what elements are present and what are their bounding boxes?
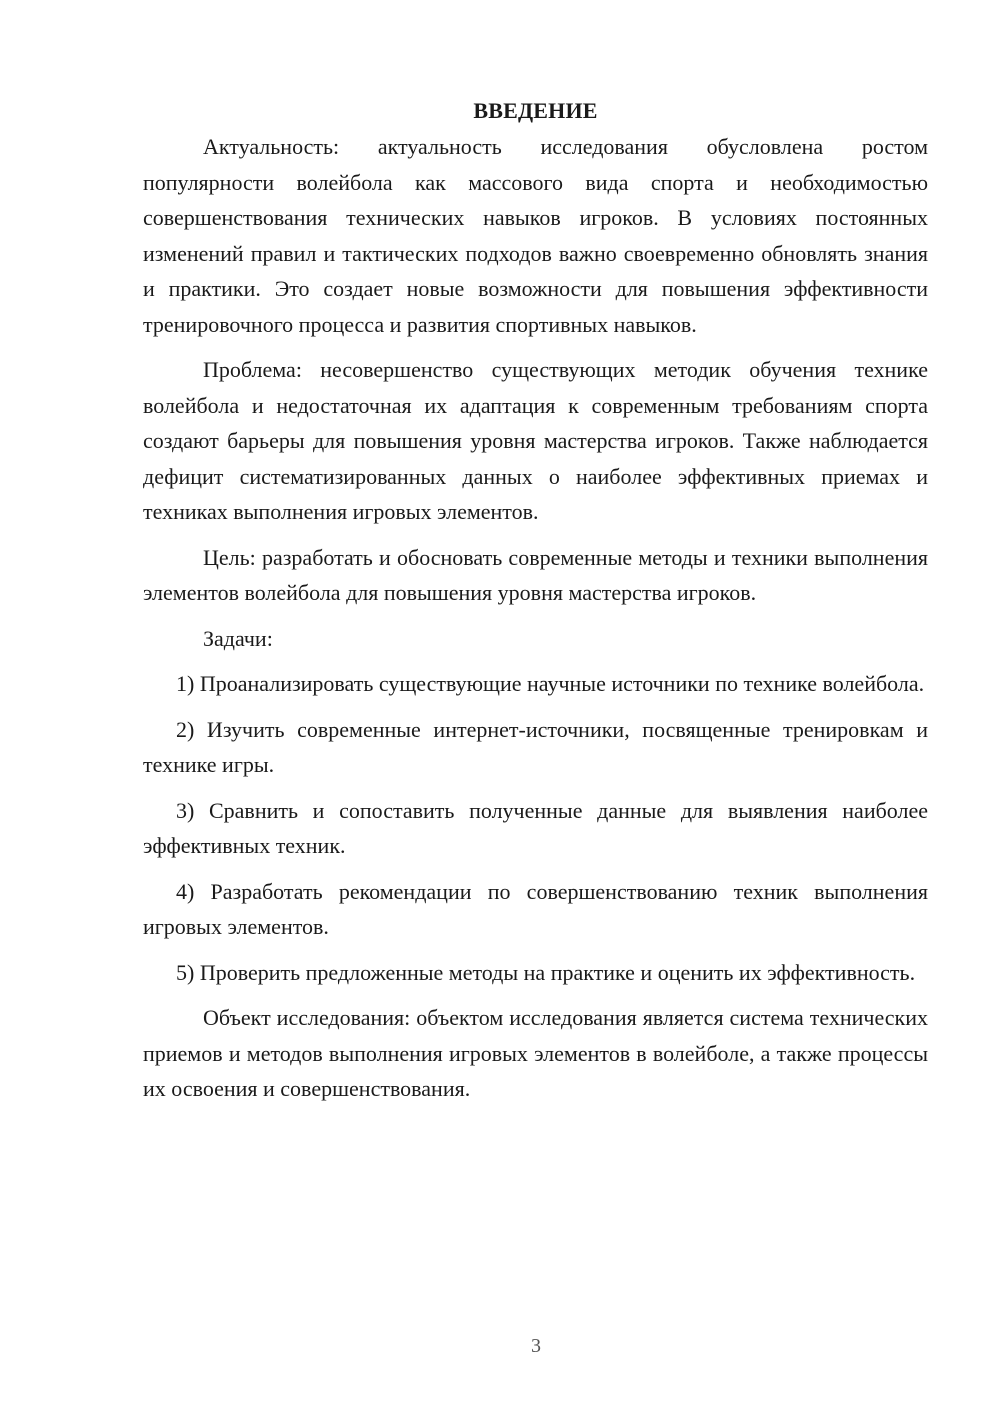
task-item: 2) Изучить современные интернет-источники, посвященные тренировкам и технике игры. <box>143 716 928 777</box>
page-number: 3 <box>531 1335 541 1357</box>
paragraph-actuality: Актуальность: актуальность исследования обусловлена ростом популярности волейбола как массового вида спорта и необходимостью совершенствования технических навыков игроков. В условиях постоянных изменений правил и тактических подходов важно своевременно обновлять знания и практики. Это создает новые возможности для повышения эффективности тренировочного процесса и развития спортивных навыков. <box>143 134 928 337</box>
paragraph-problem: Проблема: несовершенство существующих методик обучения технике волейбола и недостаточная их адаптация к современным требованиям спорта создают барьеры для повышения уровня мастерства игроков. Также наблюдается дефицит систематизированных данных о наиболее эффективных приемах и техниках выполнения игровых элементов. <box>143 357 928 524</box>
paragraph-research-object: Объект исследования: объектом исследования является система технических приемов и методов выполнения игровых элементов в волейболе, а также процессы их освоения и совершенствования. <box>143 1005 928 1101</box>
document-page <box>143 93 928 1107</box>
section-heading: ВВЕДЕНИЕ <box>473 98 598 123</box>
task-item: 4) Разработать рекомендации по совершенствованию техник выполнения игровых элементов. <box>143 878 928 939</box>
paragraph-goal: Цель: разработать и обосновать современные методы и техники выполнения элементов волейбола для повышения уровня мастерства игроков. <box>143 544 928 605</box>
task-item: 3) Сравнить и сопоставить полученные данные для выявления наиболее эффективных техник. <box>143 797 928 858</box>
tasks-list <box>143 666 928 990</box>
task-item: 5) Проверить предложенные методы на практике и оценить их эффективность. <box>176 959 916 985</box>
tasks-label: Задачи: <box>203 625 273 651</box>
task-item: 1) Проанализировать существующие научные источники по технике волейбола. <box>176 671 925 696</box>
